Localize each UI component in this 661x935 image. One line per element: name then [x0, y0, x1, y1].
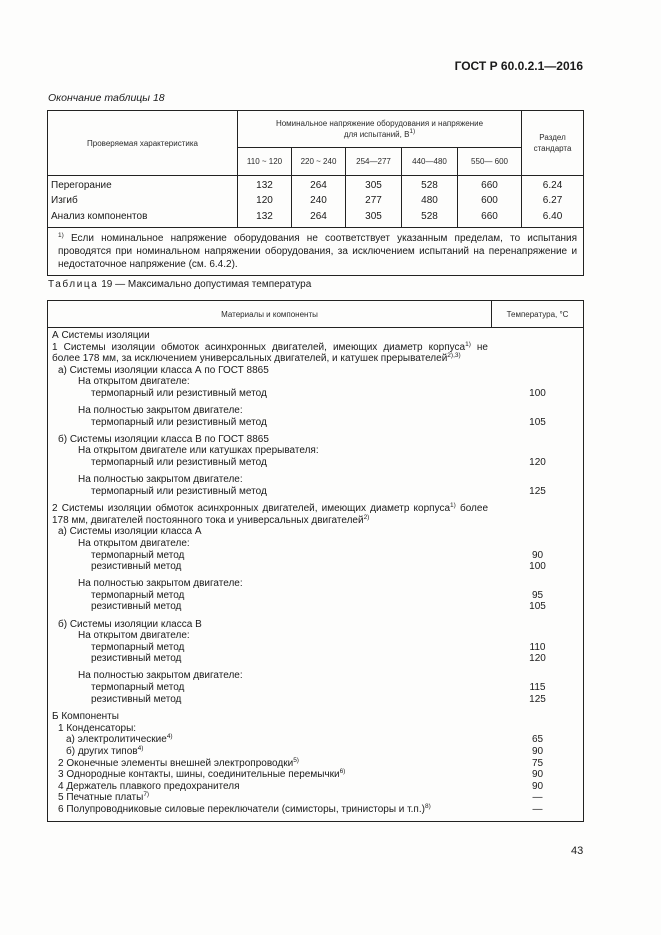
table19-title: [48, 279, 311, 290]
class-a2: а) Системы изоляции класса А: [58, 526, 202, 538]
table19-title-prefix: Таблица: [48, 279, 99, 290]
list-item: [48, 538, 583, 550]
range-2: 220 ~ 240: [292, 148, 346, 176]
table-row: [48, 209, 584, 228]
method-resist: резистивный метод: [91, 693, 182, 705]
class-b-open: На открытом двигателе или катушках прерывателя:: [78, 445, 319, 457]
row-value: 480: [402, 193, 458, 209]
list-item: [48, 457, 583, 469]
class-b2-closed: На полностью закрытом двигателе:: [78, 670, 243, 682]
item1-sup: 1): [465, 340, 471, 348]
component-2: [48, 758, 492, 770]
range-3: 254—277: [346, 148, 402, 176]
method-thermo: термопарный метод: [91, 682, 185, 694]
temperature-value: —: [532, 792, 543, 804]
class-b2: б) Системы изоляции класса В: [58, 618, 202, 630]
class-a-closed: На полностью закрытом двигателе:: [78, 405, 243, 417]
component-3-sup: 6): [339, 768, 346, 776]
row-value: 660: [458, 209, 522, 228]
component-2-sup: 5): [293, 756, 299, 764]
item2-text2: более 178 мм, двигателей постоянного тока и универсальных двигателей: [52, 503, 489, 526]
class-a2-open: На открытом двигателе:: [78, 538, 190, 549]
row-section: 6.27: [522, 193, 584, 209]
table-row: [48, 193, 584, 209]
footnote-mark: 1): [58, 232, 64, 239]
section-a-item2: [48, 503, 492, 526]
page-number: 43: [571, 845, 584, 857]
temperature-value: 110: [529, 641, 546, 653]
section-a-heading: А Системы изоляции: [52, 330, 150, 341]
list-item: [48, 792, 583, 804]
class-a-closed-method: термопарный или резистивный метод: [91, 416, 267, 428]
table19-title-rest: 19 — Максимально допустимая температура: [101, 279, 312, 290]
range-4: 440—480: [402, 148, 458, 176]
list-item: [48, 434, 583, 446]
row-value: 660: [458, 176, 522, 194]
list-item: [48, 474, 583, 486]
list-item: [48, 417, 583, 429]
component-3: [48, 769, 492, 781]
method-resist: резистивный метод: [91, 653, 182, 665]
list-item: [48, 630, 583, 642]
list-item: [48, 694, 583, 706]
list-item: [48, 682, 583, 694]
list-item: [48, 445, 583, 457]
section-a-item1: [48, 342, 492, 365]
header-voltage-footnote-ref: 1): [409, 128, 416, 135]
range-5: 550— 600: [458, 148, 522, 176]
method-thermo: термопарный метод: [91, 589, 185, 601]
list-item: [48, 758, 583, 770]
component-5-sup: 7): [143, 791, 150, 799]
range-1: 110 ~ 120: [238, 148, 292, 176]
temperature-value: 90: [531, 746, 544, 757]
class-a: а) Системы изоляции класса А по ГОСТ 8865: [58, 364, 269, 376]
component-6-sup: 8): [424, 802, 431, 810]
component-6-text: 6 Полупроводниковые силовые переключатели (симисторы, тринисторы и т.п.): [58, 803, 425, 815]
row-value: 264: [292, 209, 346, 228]
list-item: [48, 526, 583, 538]
row-value: 305: [346, 176, 402, 194]
table19-body: [48, 328, 584, 822]
row-name: Перегорание: [48, 176, 238, 194]
temperature-value: 100: [529, 561, 546, 573]
method-resist: резистивный метод: [91, 601, 182, 613]
list-item: [48, 804, 583, 816]
item1-sup2: 2),3): [447, 352, 461, 360]
table-row: [48, 176, 584, 194]
list-item: [48, 769, 583, 781]
header-characteristic: Проверяемая характеристика: [48, 111, 238, 176]
row-section: 6.24: [522, 176, 584, 194]
temperature-value: 120: [529, 456, 546, 468]
header-voltage-line2: для испытаний, В: [343, 130, 410, 139]
temperature-value: 90: [531, 780, 544, 792]
list-item: [48, 746, 583, 758]
capacitors-b: [48, 746, 492, 758]
list-item: [48, 330, 583, 342]
header-section-line2: стандарта: [533, 144, 572, 153]
class-b-open-method: термопарный или резистивный метод: [91, 456, 267, 468]
list-item: [48, 388, 583, 400]
item1-text2: не более 178 мм, за исключением универсальных двигателей, и катушек прерывателей: [52, 341, 488, 365]
caps-a-text: а) электролитические: [66, 734, 167, 746]
list-item: [48, 365, 583, 377]
class-b: б) Системы изоляции класса В по ГОСТ 8865: [58, 433, 269, 445]
item1-text: 1 Системы изоляции обмоток асинхронных двигателей, имеющих диаметр корпуса: [52, 341, 466, 353]
list-item: [48, 376, 583, 388]
component-2-text: 2 Оконечные элементы внешней электропроводки: [58, 757, 294, 769]
temperature-value: 120: [529, 653, 546, 665]
temperature-value: 105: [529, 601, 546, 613]
table-19: [47, 300, 584, 822]
header-materials: Материалы и компоненты: [48, 301, 492, 328]
list-item: [48, 405, 583, 417]
list-item: [48, 619, 583, 631]
class-a-open: На открытом двигателе:: [78, 376, 190, 388]
list-item: [48, 642, 583, 654]
document-code: ГОСТ Р 60.0.2.1—2016: [454, 59, 583, 73]
row-section: 6.40: [522, 209, 584, 228]
temperature-value: 65: [531, 734, 544, 746]
header-voltage-line1: Номинальное напряжение оборудования и напряжение: [275, 119, 484, 128]
header-voltage: [238, 111, 522, 148]
component-5-text: 5 Печатные платы: [58, 792, 144, 804]
class-a-open-method: термопарный или резистивный метод: [91, 387, 267, 399]
temperature-value: —: [532, 803, 543, 815]
row-name: Анализ компонентов: [48, 209, 238, 228]
footnote-text: Если номинальное напряжение оборудования не соответствует указанным пределам, то испытания проводятся при номинальном напряжении оборудования, за исключением испытаний на перенапряжение и недостаточное напряжение (см. 6.4.2).: [58, 233, 578, 270]
list-item: [48, 590, 583, 602]
list-item: [48, 550, 583, 562]
table-18: [47, 110, 584, 276]
temperature-value: 90: [531, 769, 544, 781]
row-value: 132: [238, 209, 292, 228]
table18-continuation-caption: Окончание таблицы 18: [48, 92, 165, 104]
item2-sup: 1): [450, 502, 456, 510]
component-4: 4 Держатель плавкого предохранителя: [58, 780, 240, 792]
row-value: 528: [402, 176, 458, 194]
class-b2-open: На открытом двигателе:: [78, 630, 190, 642]
class-a2-closed: На полностью закрытом двигателе:: [78, 578, 243, 590]
header-section: [522, 111, 584, 176]
component-3-text: 3 Однородные контакты, шины, соединительные перемычки: [58, 769, 340, 781]
table18-footnote: [48, 228, 584, 276]
header-section-line1: Раздел: [539, 133, 566, 142]
list-item: [48, 561, 583, 573]
list-item: [48, 486, 583, 498]
row-value: 600: [458, 193, 522, 209]
row-value: 277: [346, 193, 402, 209]
temperature-value: 115: [529, 682, 546, 694]
method-thermo: термопарный метод: [91, 549, 185, 561]
temperature-value: 75: [531, 757, 544, 769]
item2-text: 2 Системы изоляции обмоток асинхронных двигателей, имеющих диаметр корпуса: [52, 503, 451, 515]
list-item: [48, 734, 583, 746]
list-item: [48, 723, 583, 735]
class-b-closed-method: термопарный или резистивный метод: [91, 485, 267, 497]
component-6: [48, 804, 492, 816]
method-thermo: термопарный метод: [91, 641, 185, 653]
row-value: 132: [238, 176, 292, 194]
item2-sup2: 2): [363, 513, 370, 521]
list-item: [48, 653, 583, 665]
row-value: 305: [346, 209, 402, 228]
class-b-closed: На полностью закрытом двигателе:: [78, 474, 243, 486]
capacitors-a: [48, 734, 492, 746]
list-item: [48, 601, 583, 613]
row-value: 240: [292, 193, 346, 209]
caps-b-text: б) других типов: [66, 746, 138, 757]
caps-a-sup: 4): [166, 733, 173, 741]
temperature-value: 125: [529, 485, 546, 497]
temperature-value: 95: [531, 589, 544, 601]
row-name: Изгиб: [48, 193, 238, 209]
temperature-value: 90: [531, 549, 544, 561]
header-temperature: Температура, °С: [492, 301, 584, 328]
temperature-value: 100: [529, 387, 546, 399]
row-value: 528: [402, 209, 458, 228]
temperature-value: 105: [529, 416, 546, 428]
row-value: 120: [238, 193, 292, 209]
caps-b-sup: 4): [137, 745, 144, 752]
capacitors: 1 Конденсаторы:: [58, 722, 137, 734]
section-b-heading: Б Компоненты: [52, 711, 119, 723]
row-value: 264: [292, 176, 346, 194]
temperature-value: 125: [529, 693, 546, 705]
list-item: [48, 578, 583, 590]
list-item: [48, 711, 583, 723]
list-item: [48, 781, 583, 793]
list-item: [48, 670, 583, 682]
method-resist: резистивный метод: [91, 561, 182, 573]
